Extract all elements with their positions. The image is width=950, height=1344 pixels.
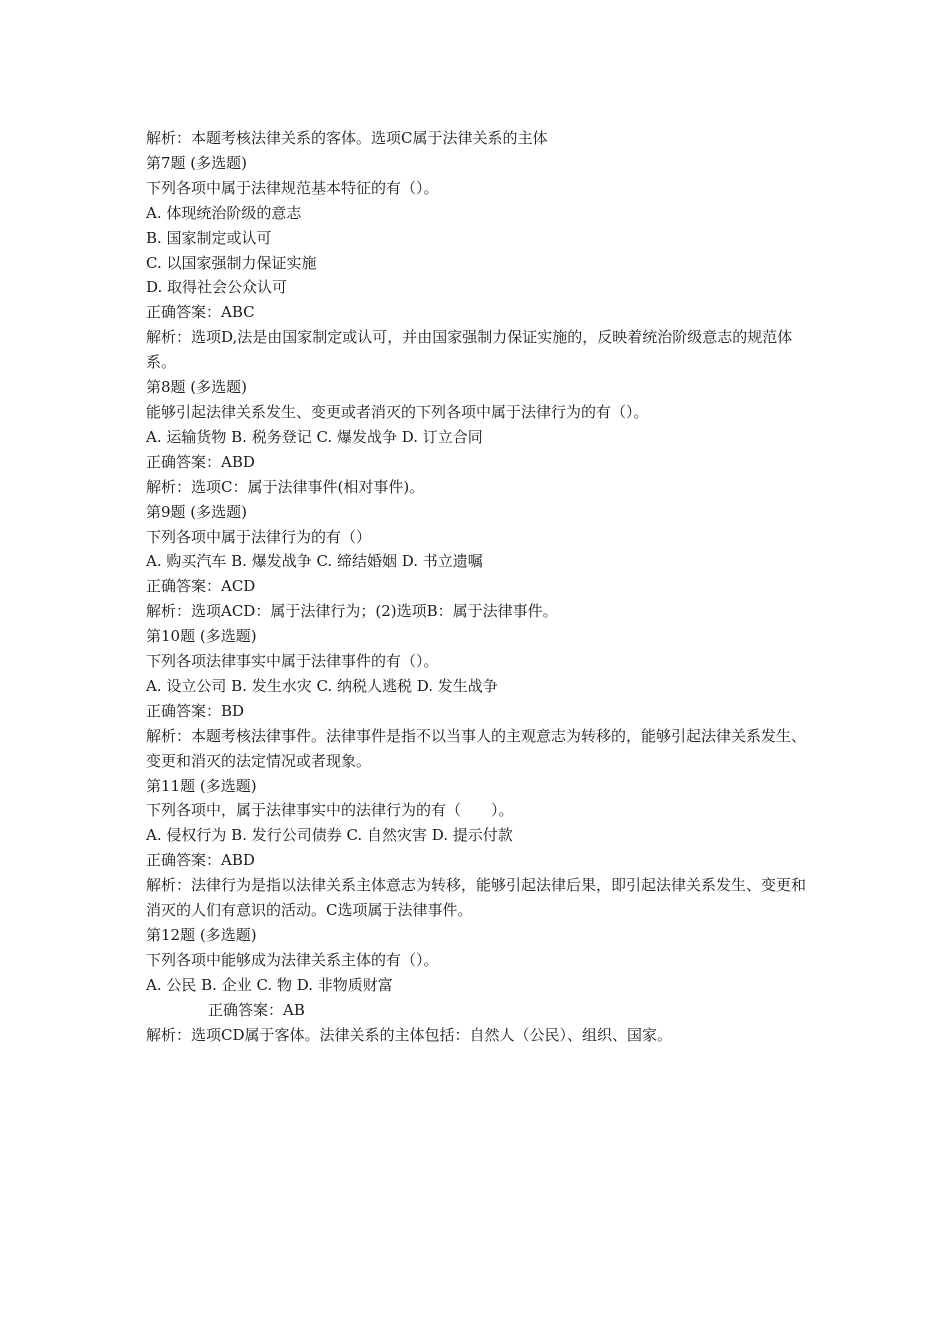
analysis-text: 解析：法律行为是指以法律关系主体意志为转移，能够引起法律后果，即引起法律关系发生、变更和消灭的人们有意识的活动。C选项属于法律事件。 [146,876,807,920]
question-text: 下列各项中，属于法律事实中的法律行为的有（ ）。 [146,801,514,820]
analysis-text: 解析：本题考核法律事件。法律事件是指不以当事人的主观意志为转移的，能够引起法律关系发生、变更和消灭的法定情况或者现象。 [146,726,807,770]
correct-answer: 正确答案：AB [208,1000,305,1019]
question-heading: 第9题 (多选题) [146,502,248,521]
correct-answer: 正确答案：ABD [146,851,255,870]
option-a: A. 体现统治阶级的意志 [146,203,302,222]
question-text: 能够引起法律关系发生、变更或者消灭的下列各项中属于法律行为的有（）。 [146,402,649,421]
options-line: A. 设立公司 B. 发生水灾 C. 纳税人逃税 D. 发生战争 [146,676,498,695]
correct-answer: 正确答案：ABC [146,303,255,322]
question-heading: 第7题 (多选题) [146,153,248,172]
option-d: D. 取得社会公众认可 [146,278,288,297]
document-body [146,126,816,1048]
options-line: A. 购买汽车 B. 爆发战争 C. 缔结婚姻 D. 书立遗嘱 [146,552,483,571]
question-heading: 第11题 (多选题) [146,776,257,795]
correct-answer: 正确答案：BD [146,701,245,720]
options-line: A. 公民 B. 企业 C. 物 D. 非物质财富 [146,975,393,994]
question-text: 下列各项中属于法律行为的有（） [146,527,372,546]
analysis-text: 解析：选项C：属于法律事件(相对事件)。 [146,477,425,496]
options-line: A. 运输货物 B. 税务登记 C. 爆发战争 D. 订立合同 [146,427,483,446]
correct-answer: 正确答案：ABD [146,452,255,471]
analysis-text: 解析：选项ACD：属于法律行为；(2)选项B：属于法律事件。 [146,602,558,621]
question-heading: 第12题 (多选题) [146,926,257,944]
analysis-text: 解析：选项CD属于客体。法律关系的主体包括：自然人（公民）、组织、国家。 [146,1025,673,1044]
analysis-text: 解析：选项D,法是由国家制定或认可，并由国家强制力保证实施的，反映着统治阶级意志的规范体系。 [146,328,793,372]
question-heading: 第8题 (多选题) [146,378,248,397]
option-c: C. 以国家强制力保证实施 [146,253,317,272]
question-text: 下列各项中能够成为法律关系主体的有（）。 [146,950,439,969]
question-heading: 第10题 (多选题) [146,627,257,646]
correct-answer: 正确答案：ACD [146,577,256,596]
option-b: B. 国家制定或认可 [146,228,272,247]
question-text: 下列各项中属于法律规范基本特征的有（）。 [146,178,439,197]
analysis-text: 解析：本题考核法律关系的客体。选项C属于法律关系的主体 [146,129,548,147]
question-text: 下列各项法律事实中属于法律事件的有（）。 [146,652,439,671]
options-line: A. 侵权行为 B. 发行公司债券 C. 自然灾害 D. 提示付款 [146,826,513,845]
